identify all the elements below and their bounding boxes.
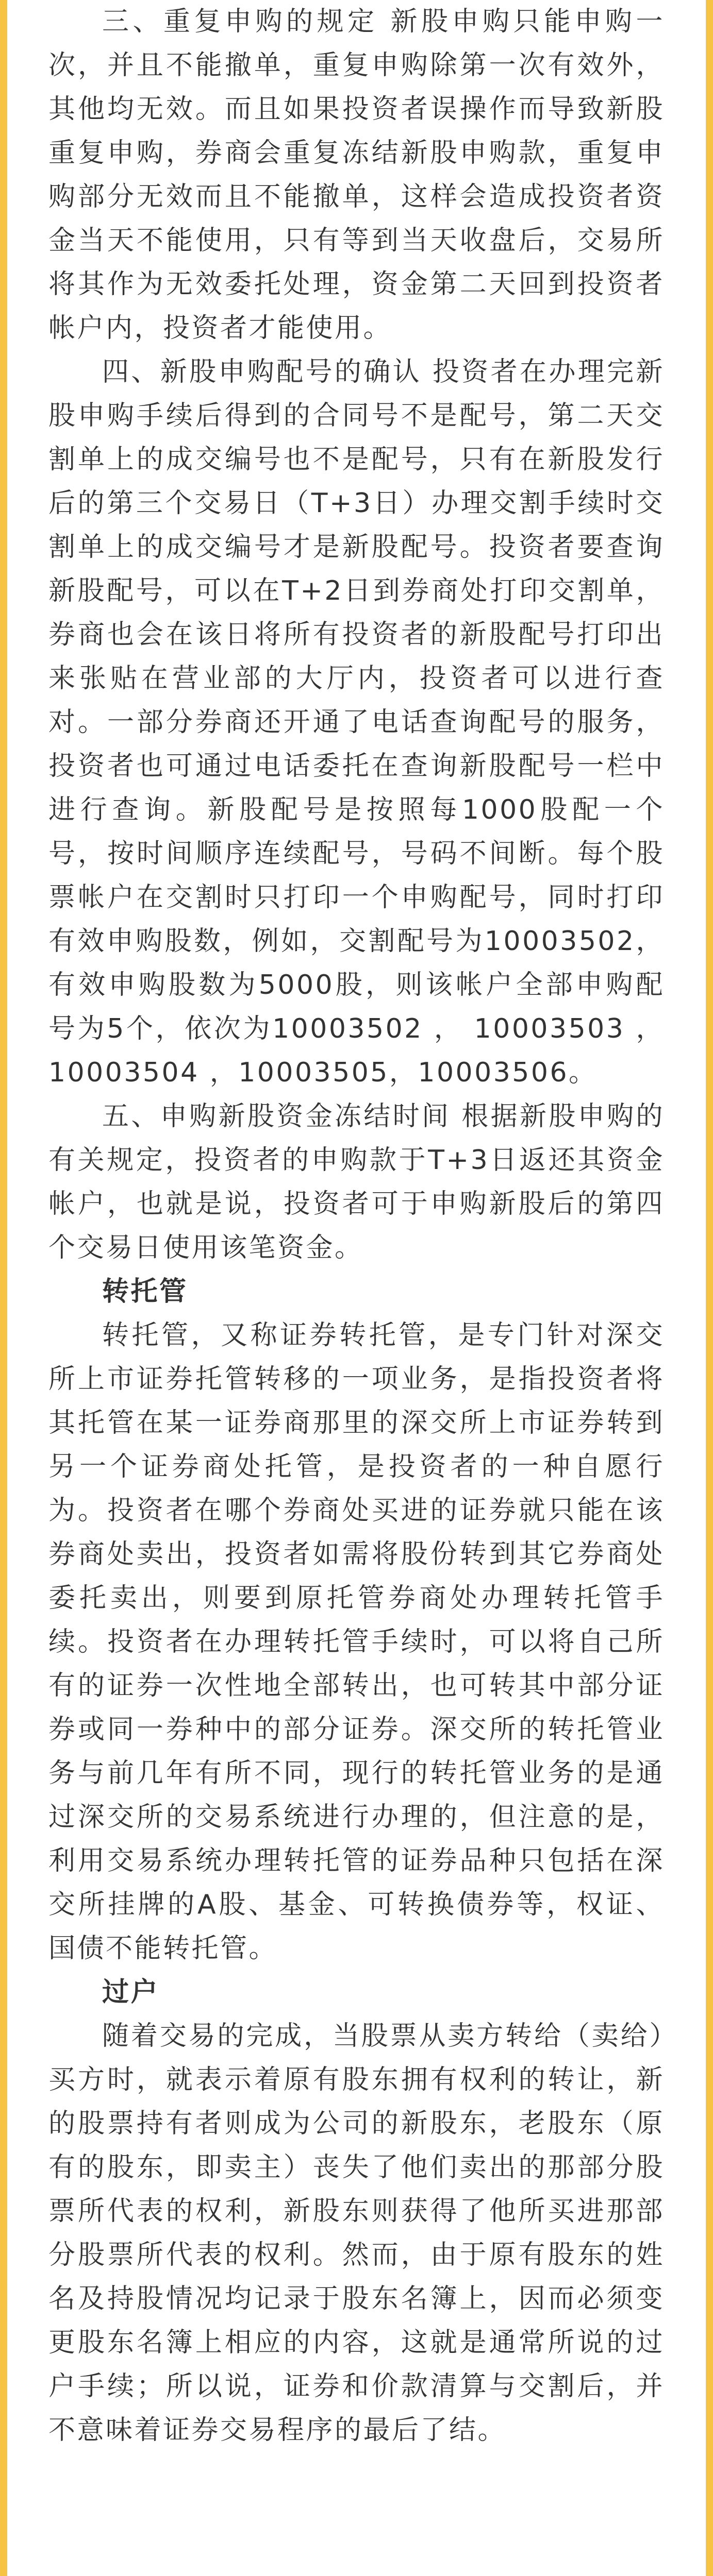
right-accent-border	[706, 0, 713, 2576]
paragraph-allotment-number: 四、新股申购配号的确认 投资者在办理完新股申购手续后得到的合同号不是配号，第二天交割单上的成交编号也不是配号，只有在新股发行后的第三个交易日（T+3日）办理交割手续时交割单上的成交编号才是新股配号。投资者要查询新股配号，可以在T+2日到券商处打印交割单，券商也会在该日将所有投资者的新股配号打印出来张贴在营业部的大厅内，投资者可以进行查对。一部分券商还开通了电话查询配号的服务，投资者也可通过电话委托在查询新股配号一栏中进行查询。新股配号是按照每1000股配一个号，按时间顺序连续配号，号码不间断。每个股票帐户在交割时只打印一个申购配号，同时打印有效申购股数，例如，交割配号为10003502，有效申购股数为5000股，则该帐户全部申购配号为5个，依次为10003502 ， 10003503 ， 10003504 ，10003505，10003506。	[48, 357, 665, 1088]
section-heading-ownership-transfer: 过户	[102, 1977, 160, 2008]
paragraph-ownership-transfer: 随着交易的完成，当股票从卖方转给（卖给）买方时，就表示着原有股东拥有权利的转让，新的股票持有者则成为公司的新股东，老股东（原有的股东，即卖主）丧失了他们卖出的那部分股票所代表的权利，新股东则获得了他所买进那部分股票所代表的权利。然而，由于原有股东的姓名及持股情况均记录于股东名簿上，因而必须变更股东名簿上相应的内容，这就是通常所说的过户手续；所以说，证券和价款清算与交割后，并不意味着证券交易程序的最后了结。	[48, 2021, 665, 2446]
paragraph-custody-transfer: 转托管，又称证券转托管，是专门针对深交所上市证券托管转移的一项业务，是指投资者将其托管在某一证券商那里的深交所上市证券转到另一个证券商处托管，是投资者的一种自愿行为。投资者在哪个券商处买进的证券就只能在该券商处卖出，投资者如需将股份转到其它券商处委托卖出，则要到原托管券商处办理转托管手续。投资者在办理转托管手续时，可以将自己所有的证券一次性地全部转出，也可转其中部分证券或同一券种中的部分证券。深交所的转托管业务与前几年有所不同，现行的转托管业务的是通过深交所的交易系统进行办理的，但注意的是，利用交易系统办理转托管的证券品种只包括在深交所挂牌的A股、基金、可转换债券等，权证、国债不能转托管。	[48, 1320, 665, 1964]
section-heading-custody-transfer: 转托管	[102, 1276, 188, 1307]
paragraph-fund-freeze-time: 五、申购新股资金冻结时间 根据新股申购的有关规定，投资者的申购款于T+3日返还其资金帐户，也就是说，投资者可于申购新股后的第四个交易日使用该笔资金。	[48, 1101, 665, 1263]
article-body	[48, 0, 665, 2452]
paragraph-duplicate-subscription: 三、重复申购的规定 新股申购只能申购一次，并且不能撤单，重复申购除第一次有效外，其他均无效。而且如果投资者误操作而导致新股重复申购，券商会重复冻结新股申购款，重复申购部分无效而且不能撤单，这样会造成投资者资金当天不能使用，只有等到当天收盘后，交易所将其作为无效委托处理，资金第二天回到投资者帐户内，投资者才能使用。	[48, 6, 665, 344]
left-accent-border	[0, 0, 7, 2576]
